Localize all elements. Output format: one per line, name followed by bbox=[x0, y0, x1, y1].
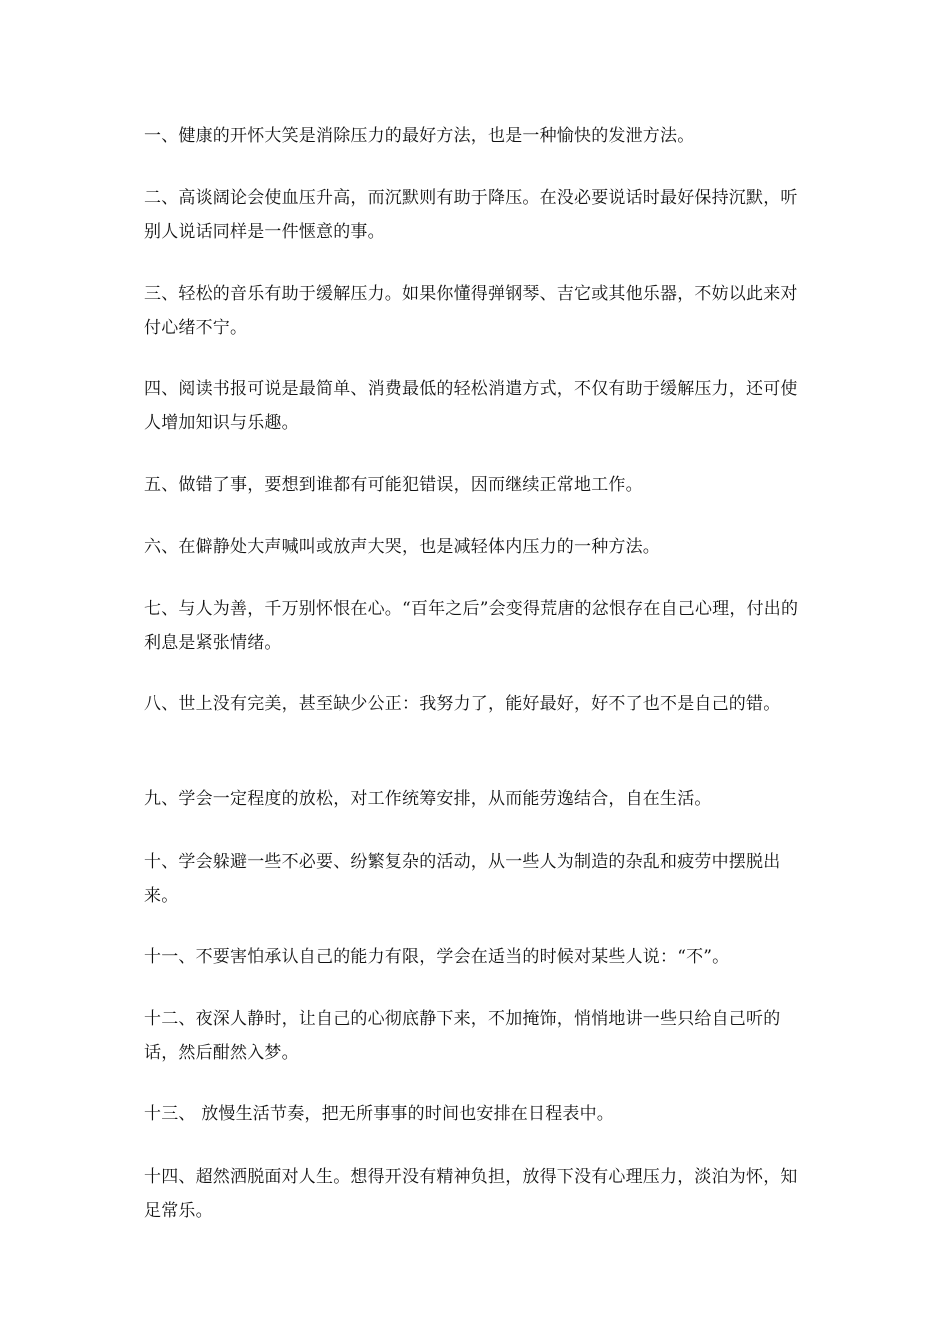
paragraph-3: 三、轻松的音乐有助于缓解压力。如果你懂得弹钢琴、吉它或其他乐器，不妨以此来对付心绪不宁。 bbox=[144, 284, 798, 338]
paragraph-5: 五、做错了事，要想到谁都有可能犯错误，因而继续正常地工作。 bbox=[144, 475, 643, 495]
paragraph-9: 九、学会一定程度的放松，对工作统筹安排，从而能劳逸结合，自在生活。 bbox=[144, 789, 712, 809]
paragraph-8: 八、世上没有完美，甚至缺少公正：我努力了，能好最好，好不了也不是自己的错。 bbox=[144, 694, 781, 714]
paragraph-14: 十四、超然洒脱面对人生。想得开没有精神负担，放得下没有心理压力，淡泊为怀，知足常乐。 bbox=[144, 1167, 798, 1221]
paragraph-7: 七、与人为善，千万别怀恨在心。“百年之后”会变得荒唐的忿恨存在自己心理，付出的利息是紧张情绪。 bbox=[144, 599, 799, 653]
paragraph-4: 四、阅读书报可说是最简单、消费最低的轻松消遣方式，不仅有助于缓解压力，还可使人增加知识与乐趣。 bbox=[144, 379, 798, 433]
paragraph-12: 十二、夜深人静时，让自己的心彻底静下来，不加掩饰，悄悄地讲一些只给自己听的话，然后酣然入梦。 bbox=[144, 1009, 781, 1063]
paragraph-11: 十一、不要害怕承认自己的能力有限，学会在适当的时候对某些人说：“不”。 bbox=[144, 947, 730, 967]
paragraph-2: 二、高谈阔论会使血压升高，而沉默则有助于降压。在没必要说话时最好保持沉默，听别人说话同样是一件惬意的事。 bbox=[144, 188, 798, 242]
paragraph-10: 十、学会躲避一些不必要、纷繁复杂的活动，从一些人为制造的杂乱和疲劳中摆脱出来。 bbox=[144, 852, 781, 906]
paragraph-1: 一、健康的开怀大笑是消除压力的最好方法，也是一种愉快的发泄方法。 bbox=[144, 126, 695, 146]
paragraph-6: 六、在僻静处大声喊叫或放声大哭，也是减轻体内压力的一种方法。 bbox=[144, 537, 660, 557]
paragraph-13: 十三、 放慢生活节奏，把无所事事的时间也安排在日程表中。 bbox=[144, 1104, 615, 1124]
